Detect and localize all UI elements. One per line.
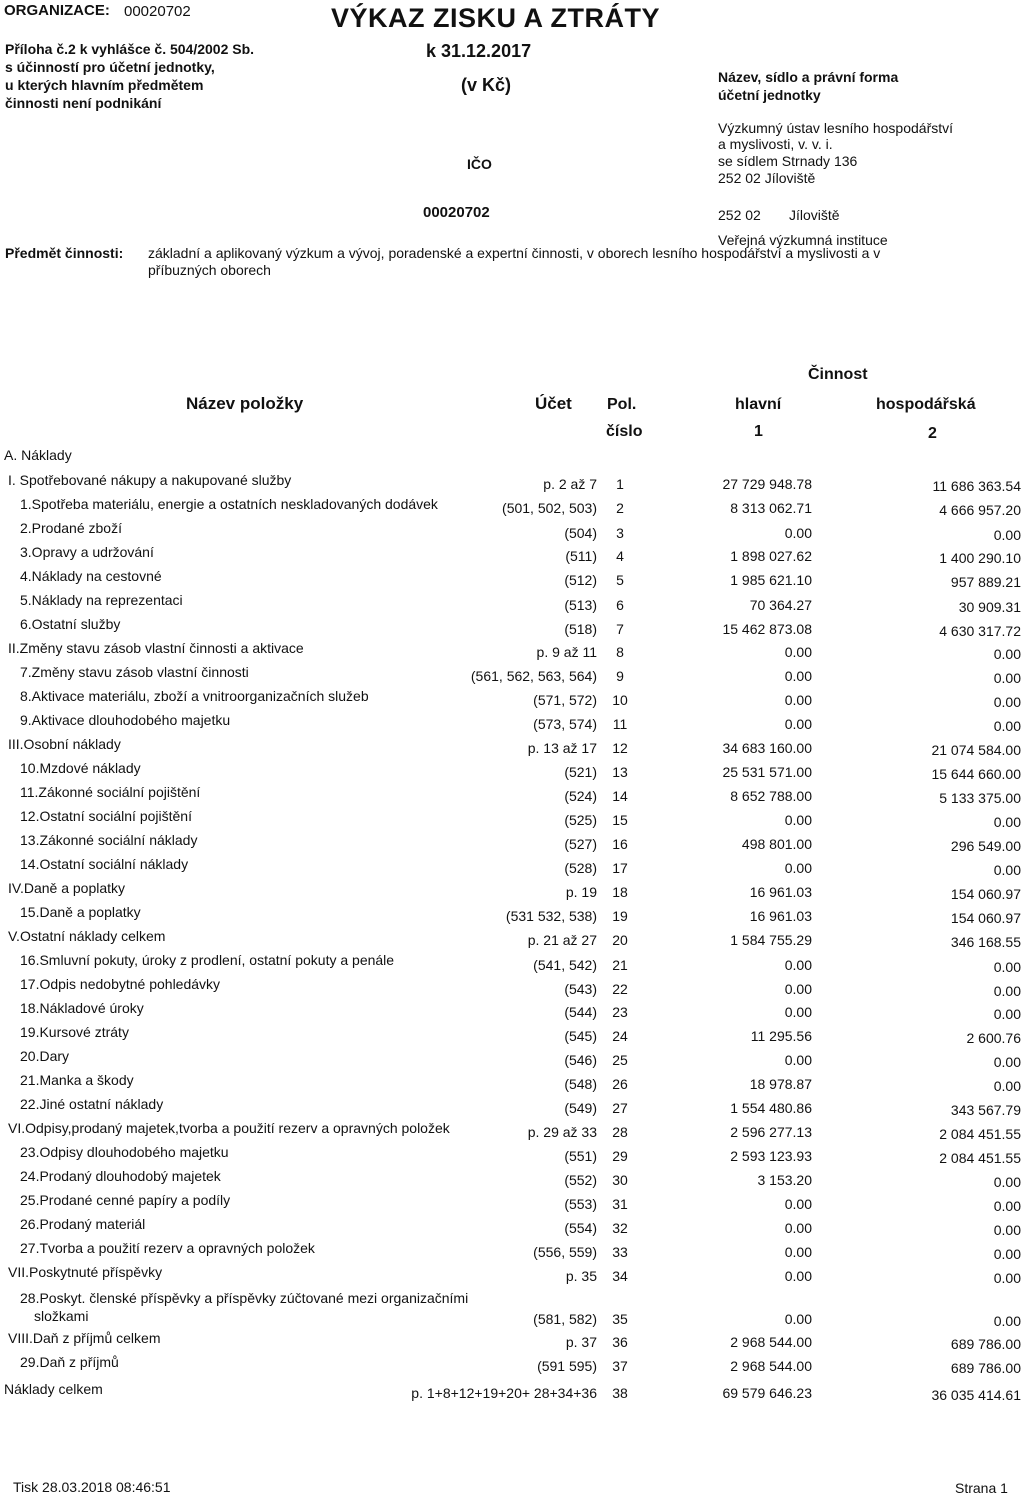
row-main-value: 8 652 788.00 <box>730 788 812 804</box>
row-label: 8.Aktivace materiálu, zboží a vnitroorganizačních služeb <box>20 688 369 704</box>
row-pol-number: 24 <box>612 1028 628 1044</box>
row-label: I. Spotřebované nákupy a nakupované služby <box>8 472 292 488</box>
row-main-value: 3 153.20 <box>757 1172 812 1188</box>
table-row <box>0 640 1024 662</box>
row-account: p. 21 až 27 <box>527 932 597 948</box>
row-economic-value: 2 084 451.55 <box>939 1150 1021 1166</box>
row-economic-value: 689 786.00 <box>950 1336 1021 1352</box>
row-economic-value: 0.00 <box>993 1246 1021 1262</box>
report-date: k 31.12.2017 <box>426 41 532 61</box>
row-economic-value: 2 600.76 <box>966 1030 1021 1046</box>
row-economic-value: 0.00 <box>993 646 1021 662</box>
row-label: 27.Tvorba a použití rezerv a opravných položek <box>20 1240 315 1256</box>
row-main-value: 0.00 <box>784 957 812 973</box>
applies-line-2: u kterých hlavním předmětem <box>5 77 204 93</box>
row-account: (528) <box>564 860 597 876</box>
organization-label: ORGANIZACE: <box>4 2 110 19</box>
row-account: (524) <box>564 788 597 804</box>
table-row <box>0 1216 1024 1238</box>
attachment-text: Příloha č.2 k vyhlášce č. 504/2002 Sb. <box>5 41 255 57</box>
row-main-value: 0.00 <box>784 1268 812 1284</box>
table-row <box>0 976 1024 998</box>
row-account: (591 595) <box>537 1358 597 1374</box>
table-row <box>0 1168 1024 1190</box>
table-row <box>0 736 1024 758</box>
table-row <box>0 1048 1024 1070</box>
row-label: 29.Daň z příjmů <box>20 1354 119 1370</box>
entity-name-1: Výzkumný ústav lesního hospodářství <box>718 120 954 136</box>
row-account: (552) <box>564 1172 597 1188</box>
row-pol-number: 2 <box>616 500 624 516</box>
row-account: (553) <box>564 1196 597 1212</box>
row-pol-number: 33 <box>612 1244 628 1260</box>
table-row <box>0 1096 1024 1118</box>
table-row <box>0 472 1024 494</box>
row-main-value: 69 579 646.23 <box>722 1385 812 1401</box>
row-economic-value: 154 060.97 <box>950 886 1021 902</box>
row-label: 28.Poskyt. členské příspěvky a příspěvky zúčtované mezi organizačními <box>20 1290 469 1306</box>
row-economic-value: 957 889.21 <box>950 574 1021 590</box>
row-account: (544) <box>564 1004 597 1020</box>
row-main-value: 0.00 <box>784 981 812 997</box>
row-pol-number: 17 <box>612 860 628 876</box>
table-row <box>0 568 1024 590</box>
row-account: (518) <box>564 621 597 637</box>
row-label: 1.Spotřeba materiálu, energie a ostatních neskladovaných dodávek <box>20 496 438 512</box>
row-pol-number: 37 <box>612 1358 628 1374</box>
row-label: 2.Prodané zboží <box>20 520 122 536</box>
table-row <box>0 520 1024 542</box>
row-label: 4.Náklady na cestovné <box>20 568 162 584</box>
row-main-value: 0.00 <box>784 644 812 660</box>
row-main-value: 1 985 621.10 <box>730 572 812 588</box>
row-label: 14.Ostatní sociální náklady <box>20 856 189 872</box>
row-pol-number: 20 <box>612 932 628 948</box>
row-pol-number: 28 <box>612 1124 628 1140</box>
row-account: (554) <box>564 1220 597 1236</box>
row-main-value: 0.00 <box>784 716 812 732</box>
table-row <box>0 1330 1024 1352</box>
table-row <box>0 1192 1024 1214</box>
row-pol-number: 1 <box>616 476 624 492</box>
row-pol-number: 36 <box>612 1334 628 1350</box>
row-label: III.Osobní náklady <box>8 736 121 752</box>
row-account: (531 532, 538) <box>505 908 597 924</box>
table-row <box>0 1381 1024 1403</box>
table-row <box>0 1000 1024 1022</box>
row-main-value: 18 978.87 <box>749 1076 812 1092</box>
row-account: (543) <box>564 981 597 997</box>
row-label: 23.Odpisy dlouhodobého majetku <box>20 1144 229 1160</box>
row-label: 21.Manka a škody <box>20 1072 134 1088</box>
activity-line-1: základní a aplikovaný výzkum a vývoj, poradenské a expertní činnosti, v oborech lesního hospodářství a myslivosti a v <box>148 245 881 261</box>
activity-label: Předmět činnosti: <box>5 245 124 261</box>
row-account: p. 9 až 11 <box>536 644 597 660</box>
row-label: VII.Poskytnuté příspěvky <box>8 1264 163 1280</box>
applies-line-1: s účinností pro účetní jednotky, <box>5 59 215 75</box>
row-main-value: 1 898 027.62 <box>730 548 812 564</box>
row-economic-value: 0.00 <box>993 527 1021 543</box>
row-account: (545) <box>564 1028 597 1044</box>
row-account: (525) <box>564 812 597 828</box>
row-pol-number: 19 <box>612 908 628 924</box>
entity-legal-form: Veřejná výzkumná instituce <box>718 232 888 248</box>
row-economic-value: 0.00 <box>993 694 1021 710</box>
row-economic-value: 343 567.79 <box>950 1102 1021 1118</box>
row-economic-value: 5 133 375.00 <box>939 790 1021 806</box>
row-pol-number: 26 <box>612 1076 628 1092</box>
row-economic-value: 296 549.00 <box>950 838 1021 854</box>
row-economic-value: 11 686 363.54 <box>932 478 1021 494</box>
row-account: p. 2 až 7 <box>543 476 597 492</box>
row-account: (511) <box>565 548 597 564</box>
row-account: p. 37 <box>565 1334 597 1350</box>
table-row <box>0 688 1024 710</box>
row-pol-number: 21 <box>612 957 628 973</box>
row-main-value: 27 729 948.78 <box>722 476 812 492</box>
row-label: 25.Prodané cenné papíry a podíly <box>20 1192 231 1208</box>
row-economic-value: 1 400 290.10 <box>939 550 1021 566</box>
row-label: IV.Daně a poplatky <box>8 880 126 896</box>
table-row <box>0 1240 1024 1262</box>
row-pol-number: 34 <box>612 1268 628 1284</box>
row-account: (581, 582) <box>533 1311 597 1327</box>
row-pol-number: 3 <box>616 525 624 541</box>
ico-label: IČO <box>467 156 492 172</box>
row-label: 17.Odpis nedobytné pohledávky <box>20 976 221 992</box>
table-row <box>0 1024 1024 1046</box>
row-economic-value: 0.00 <box>993 1078 1021 1094</box>
row-pol-number: 7 <box>616 621 624 637</box>
row-economic-value: 36 035 414.61 <box>931 1387 1021 1403</box>
row-pol-number: 25 <box>612 1052 628 1068</box>
row-account: (501, 502, 503) <box>502 500 597 516</box>
row-main-value: 70 364.27 <box>749 597 812 613</box>
row-account: (549) <box>564 1100 597 1116</box>
row-economic-value: 0.00 <box>993 1054 1021 1070</box>
row-pol-number: 13 <box>612 764 628 780</box>
row-main-value: 25 531 571.00 <box>722 764 812 780</box>
entity-zip: 252 02 <box>718 207 761 223</box>
row-pol-number: 8 <box>616 644 624 660</box>
row-main-value: 8 313 062.71 <box>730 500 812 516</box>
row-account: p. 1+8+12+19+20+ 28+34+36 <box>411 1385 597 1401</box>
row-main-value: 0.00 <box>784 692 812 708</box>
activity-line-2: příbuzných oborech <box>148 262 271 278</box>
row-economic-value: 0.00 <box>993 718 1021 734</box>
row-label: 11.Zákonné sociální pojištění <box>20 784 201 800</box>
table-row <box>0 544 1024 566</box>
row-account: p. 13 až 17 <box>527 740 597 756</box>
row-economic-value: 4 630 317.72 <box>939 623 1021 639</box>
row-pol-number: 32 <box>612 1220 628 1236</box>
row-account: (541, 542) <box>533 957 597 973</box>
table-row <box>0 1144 1024 1166</box>
table-row <box>0 616 1024 638</box>
row-label: Náklady celkem <box>4 1381 103 1397</box>
row-economic-value: 154 060.97 <box>950 910 1021 926</box>
row-label: 6.Ostatní služby <box>20 616 121 632</box>
table-row <box>0 496 1024 518</box>
row-main-value: 11 295.56 <box>750 1028 812 1044</box>
row-account: p. 29 až 33 <box>527 1124 597 1140</box>
row-main-value: 0.00 <box>784 525 812 541</box>
row-economic-value: 15 644 660.00 <box>931 766 1021 782</box>
row-economic-value: 0.00 <box>993 1174 1021 1190</box>
row-main-value: 0.00 <box>784 1311 812 1327</box>
page-number: Strana 1 <box>955 1480 1008 1496</box>
table-row <box>0 1072 1024 1094</box>
row-economic-value: 346 168.55 <box>950 934 1021 950</box>
row-pol-number: 15 <box>612 812 628 828</box>
table-row <box>0 832 1024 854</box>
organization-value: 00020702 <box>124 3 191 20</box>
row-account: (548) <box>564 1076 597 1092</box>
row-label: 13.Zákonné sociální náklady <box>20 832 198 848</box>
ico-value: 00020702 <box>423 204 490 221</box>
row-label: V.Ostatní náklady celkem <box>8 928 166 944</box>
table-row <box>0 856 1024 878</box>
row-label: 16.Smluvní pokuty, úroky z prodlení, ostatní pokuty a penále <box>20 952 395 968</box>
row-pol-number: 6 <box>616 597 624 613</box>
row-account: p. 35 <box>565 1268 597 1284</box>
row-account: (513) <box>564 597 597 613</box>
row-label: 12.Ostatní sociální pojištění <box>20 808 192 824</box>
row-label: 20.Dary <box>20 1048 70 1064</box>
table-row <box>0 592 1024 614</box>
entity-heading-1: Název, sídlo a právní forma <box>718 69 899 85</box>
row-account: (571, 572) <box>533 692 597 708</box>
row-account: (573, 574) <box>533 716 597 732</box>
row-main-value: 0.00 <box>784 1244 812 1260</box>
entity-address-1: se sídlem Strnady 136 <box>718 153 858 169</box>
row-main-value: 1 584 755.29 <box>730 932 812 948</box>
row-account: (546) <box>564 1052 597 1068</box>
row-main-value: 0.00 <box>784 1052 812 1068</box>
row-main-value: 2 968 544.00 <box>730 1334 812 1350</box>
col-main-no: 1 <box>754 423 763 440</box>
row-account: (512) <box>564 572 597 588</box>
row-economic-value: 0.00 <box>993 670 1021 686</box>
row-label: 19.Kursové ztráty <box>20 1024 129 1040</box>
row-label: 24.Prodaný dlouhodobý majetek <box>20 1168 221 1184</box>
row-pol-number: 12 <box>612 740 628 756</box>
row-economic-value: 0.00 <box>993 983 1021 999</box>
row-pol-number: 31 <box>612 1196 628 1212</box>
row-economic-value: 4 666 957.20 <box>939 502 1021 518</box>
table-row <box>0 712 1024 734</box>
row-label: 5.Náklady na reprezentaci <box>20 592 183 608</box>
table-row <box>0 1354 1024 1376</box>
row-economic-value: 2 084 451.55 <box>939 1126 1021 1142</box>
row-pol-number: 23 <box>612 1004 628 1020</box>
col-economic: hospodářská <box>876 396 976 413</box>
table-row <box>0 928 1024 950</box>
row-main-value: 0.00 <box>784 668 812 684</box>
table-row <box>0 1264 1024 1286</box>
row-economic-value: 30 909.31 <box>958 599 1021 615</box>
row-economic-value: 0.00 <box>993 1313 1021 1329</box>
row-pol-number: 35 <box>612 1311 628 1327</box>
table-row <box>0 1290 1024 1329</box>
section-costs: A. Náklady <box>4 447 72 463</box>
row-label: 26.Prodaný materiál <box>20 1216 146 1232</box>
row-economic-value: 0.00 <box>993 814 1021 830</box>
row-label: 3.Opravy a udržování <box>20 544 154 560</box>
row-account: (551) <box>564 1148 597 1164</box>
row-main-value: 1 554 480.86 <box>730 1100 812 1116</box>
row-pol-number: 10 <box>612 692 628 708</box>
row-pol-number: 22 <box>612 981 628 997</box>
row-main-value: 15 462 873.08 <box>722 621 812 637</box>
row-account: (521) <box>564 764 597 780</box>
row-pol-number: 30 <box>612 1172 628 1188</box>
row-main-value: 0.00 <box>784 1220 812 1236</box>
row-account: (556, 559) <box>533 1244 597 1260</box>
col-account: Účet <box>535 394 572 413</box>
row-main-value: 0.00 <box>784 1196 812 1212</box>
col-economic-no: 2 <box>928 425 937 442</box>
report-currency: (v Kč) <box>461 75 512 95</box>
col-number: číslo <box>606 423 643 440</box>
row-label: 10.Mzdové náklady <box>20 760 141 776</box>
row-main-value: 34 683 160.00 <box>722 740 812 756</box>
col-main: hlavní <box>735 396 782 413</box>
row-main-value: 0.00 <box>784 1004 812 1020</box>
row-pol-number: 14 <box>612 788 628 804</box>
entity-heading-2: účetní jednotky <box>718 87 821 103</box>
row-label: VIII.Daň z příjmů celkem <box>8 1330 161 1346</box>
col-item-name: Název položky <box>186 394 304 413</box>
row-pol-number: 29 <box>612 1148 628 1164</box>
row-pol-number: 5 <box>616 572 624 588</box>
row-main-value: 0.00 <box>784 812 812 828</box>
table-row <box>0 904 1024 926</box>
row-pol-number: 16 <box>612 836 628 852</box>
entity-address-2: 252 02 Jíloviště <box>718 170 816 186</box>
row-label-continued: složkami <box>34 1308 89 1324</box>
table-row <box>0 880 1024 902</box>
row-economic-value: 689 786.00 <box>950 1360 1021 1376</box>
row-pol-number: 38 <box>612 1385 628 1401</box>
row-account: (561, 562, 563, 564) <box>470 668 597 684</box>
activity-column-group: Činnost <box>808 366 868 383</box>
row-economic-value: 0.00 <box>993 1006 1021 1022</box>
row-pol-number: 4 <box>616 548 624 564</box>
row-label: 22.Jiné ostatní náklady <box>20 1096 164 1112</box>
row-pol-number: 27 <box>612 1100 628 1116</box>
row-economic-value: 0.00 <box>993 1222 1021 1238</box>
row-economic-value: 0.00 <box>993 862 1021 878</box>
row-pol-number: 9 <box>616 668 624 684</box>
table-row <box>0 1120 1024 1142</box>
row-main-value: 2 968 544.00 <box>730 1358 812 1374</box>
entity-name-2: a myslivosti, v. v. i. <box>718 136 833 152</box>
row-economic-value: 0.00 <box>993 1198 1021 1214</box>
table-row <box>0 808 1024 830</box>
row-account: p. 19 <box>565 884 597 900</box>
row-main-value: 16 961.03 <box>749 908 812 924</box>
table-row <box>0 784 1024 806</box>
report-title: VÝKAZ ZISKU A ZTRÁTY <box>331 3 660 33</box>
row-main-value: 2 593 123.93 <box>730 1148 812 1164</box>
applies-line-3: činnosti není podnikání <box>5 95 162 111</box>
row-account: (504) <box>564 525 597 541</box>
row-main-value: 16 961.03 <box>749 884 812 900</box>
row-pol-number: 18 <box>612 884 628 900</box>
row-label: 7.Změny stavu zásob vlastní činnosti <box>20 664 249 680</box>
row-label: 15.Daně a poplatky <box>20 904 141 920</box>
row-label: 9.Aktivace dlouhodobého majetku <box>20 712 231 728</box>
table-row <box>0 952 1024 974</box>
row-label: II.Změny stavu zásob vlastní činnosti a aktivace <box>8 640 304 656</box>
print-timestamp: Tisk 28.03.2018 08:46:51 <box>13 1479 171 1495</box>
row-main-value: 2 596 277.13 <box>730 1124 812 1140</box>
row-economic-value: 0.00 <box>993 1270 1021 1286</box>
row-main-value: 0.00 <box>784 860 812 876</box>
table-row <box>0 760 1024 782</box>
row-economic-value: 21 074 584.00 <box>931 742 1021 758</box>
table-row <box>0 664 1024 686</box>
row-economic-value: 0.00 <box>993 959 1021 975</box>
row-account: (527) <box>564 836 597 852</box>
row-main-value: 498 801.00 <box>741 836 812 852</box>
row-label: 18.Nákladové úroky <box>20 1000 144 1016</box>
entity-city: Jíloviště <box>789 207 840 223</box>
row-label: VI.Odpisy,prodaný majetek,tvorba a použití rezerv a opravných položek <box>8 1120 450 1136</box>
col-pol: Pol. <box>607 396 637 413</box>
row-pol-number: 11 <box>612 716 628 732</box>
